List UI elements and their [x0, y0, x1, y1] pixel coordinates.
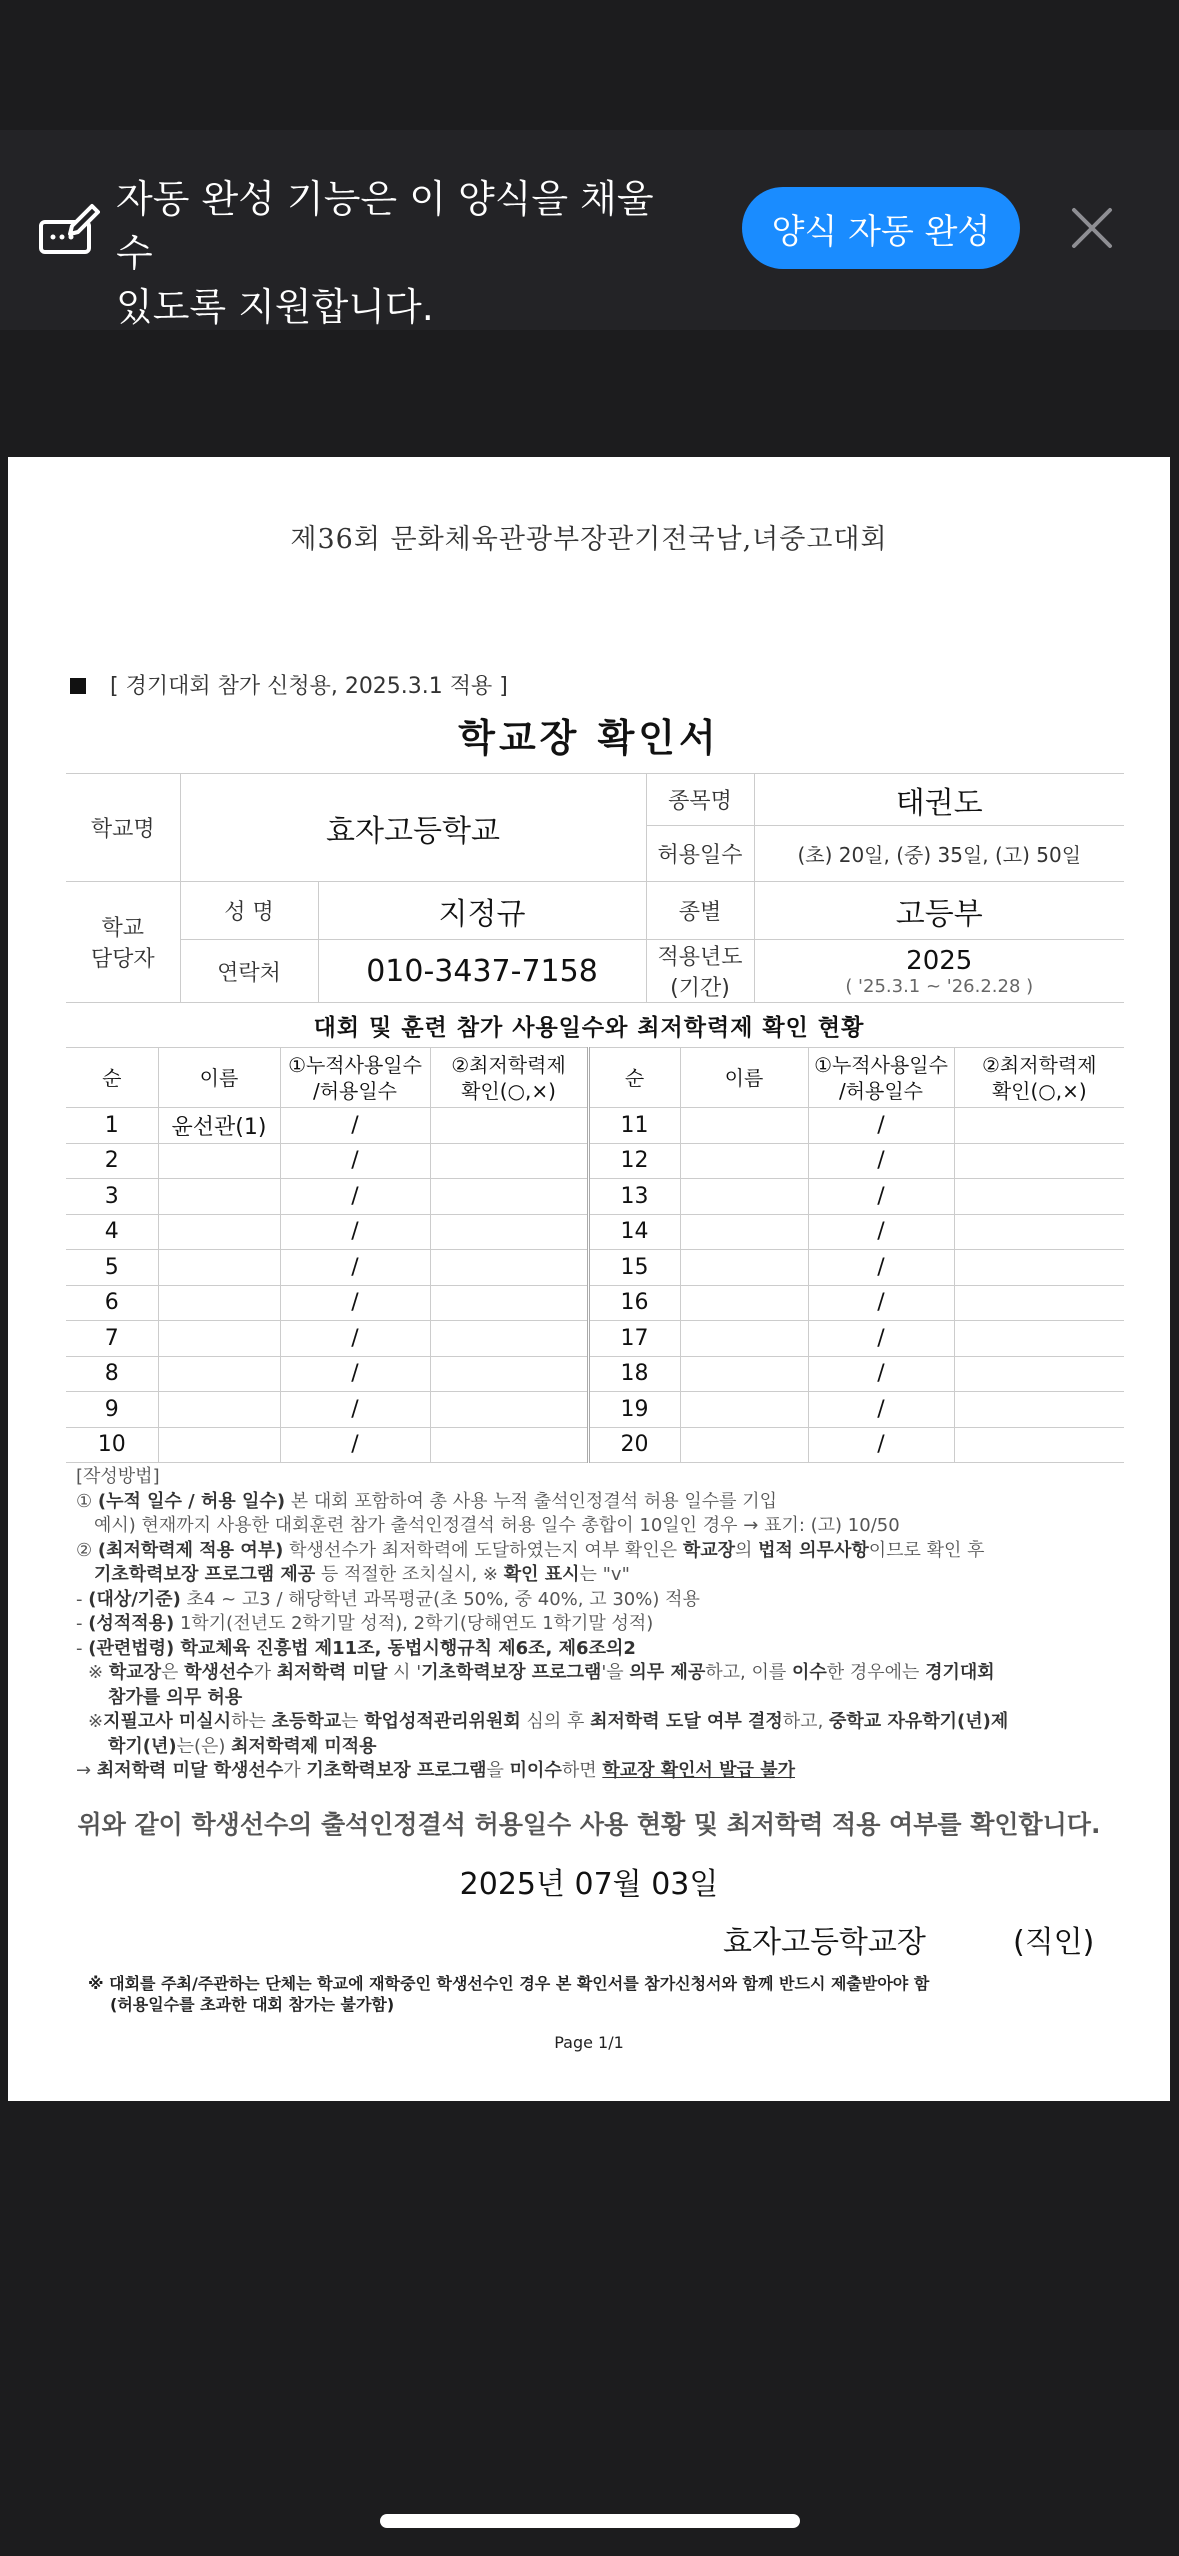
- document-page: [8, 457, 1170, 2101]
- roster-table: [66, 1047, 1124, 1463]
- min-academic-check-field[interactable]: [430, 1285, 588, 1321]
- days-used-field[interactable]: /: [280, 1356, 430, 1392]
- min-academic-check-field[interactable]: [430, 1214, 588, 1250]
- days-used-field[interactable]: /: [808, 1392, 954, 1428]
- row-number: 16: [588, 1285, 680, 1321]
- table-row: [66, 1108, 1124, 1144]
- instruction-line: ② (최저학력제 적용 여부) 학생선수가 최저학력에 도달하였는지 여부 확인은 학교장의 법적 의무사항이므로 확인 후: [76, 1539, 985, 1561]
- row-number: 7: [66, 1321, 158, 1357]
- min-academic-check-field[interactable]: [430, 1250, 588, 1286]
- instruction-line: ※지필고사 미실시하는 초등학교는 학업성적관리위원회 심의 후 최저학력 도달 여부 결정하고, 중학교 자유학기(년)제: [88, 1711, 1009, 1732]
- table-row: [66, 1285, 1124, 1321]
- col-no-right: 순: [588, 1048, 680, 1108]
- row-number: 20: [588, 1427, 680, 1463]
- min-academic-check-field[interactable]: [430, 1143, 588, 1179]
- col-min-right: [954, 1048, 1124, 1108]
- school-label: 학교명: [66, 774, 180, 882]
- instructions: [76, 1465, 1136, 1784]
- application-note-text: [ 경기대회 참가 신청용, 2025.3.1 적용 ]: [110, 674, 508, 699]
- row-number: 13: [588, 1179, 680, 1215]
- col-name: 이름: [158, 1048, 280, 1108]
- category-label: 종별: [646, 882, 754, 940]
- close-icon[interactable]: [1064, 200, 1120, 256]
- athlete-name-field[interactable]: [680, 1143, 808, 1179]
- row-number: 18: [588, 1356, 680, 1392]
- roster-body: [66, 1108, 1124, 1463]
- col-no: 순: [66, 1048, 158, 1108]
- days-used-field[interactable]: /: [808, 1427, 954, 1463]
- athlete-name-field[interactable]: [158, 1250, 280, 1286]
- table-row: [66, 1179, 1124, 1215]
- application-note: [70, 669, 508, 700]
- square-bullet-icon: [70, 678, 86, 694]
- autofill-form-button[interactable]: 양식 자동 완성: [742, 187, 1020, 269]
- row-number: 1: [66, 1108, 158, 1144]
- page-indicator: Page 1/1: [554, 2033, 624, 2052]
- col-days: [280, 1048, 430, 1108]
- row-number: 2: [66, 1143, 158, 1179]
- table-row: [66, 1392, 1124, 1428]
- col-min-right-line1: ②최저학력제: [981, 1052, 1097, 1077]
- min-academic-check-field[interactable]: [954, 1427, 1124, 1463]
- athlete-name-field[interactable]: [158, 1321, 280, 1357]
- col-days-line2: /허용일수: [312, 1078, 398, 1103]
- athlete-name-field[interactable]: [680, 1427, 808, 1463]
- table-row: [66, 1250, 1124, 1286]
- athlete-name-field[interactable]: [158, 1143, 280, 1179]
- min-academic-check-field[interactable]: [954, 1285, 1124, 1321]
- instruction-line: 기초학력보장 프로그램 제공 등 적절한 조치실시, ※ 확인 표시는 "v": [94, 1564, 630, 1585]
- min-academic-check-field[interactable]: [954, 1214, 1124, 1250]
- days-used-field[interactable]: /: [280, 1214, 430, 1250]
- year-label: [646, 940, 754, 1003]
- row-number: 10: [66, 1427, 158, 1463]
- athlete-name-field[interactable]: [158, 1179, 280, 1215]
- days-used-field[interactable]: /: [808, 1356, 954, 1392]
- instruction-line: 예시) 현재까지 사용한 대회훈련 참가 출석인정결석 허용 일수 총합이 10일인 경우 → 표기: (고) 10/50: [94, 1515, 900, 1536]
- athlete-name-field[interactable]: [680, 1108, 808, 1144]
- min-academic-check-field[interactable]: [954, 1143, 1124, 1179]
- athlete-name-field[interactable]: [158, 1392, 280, 1428]
- athlete-name-field[interactable]: [158, 1427, 280, 1463]
- min-academic-check-field[interactable]: [954, 1392, 1124, 1428]
- min-academic-check-field[interactable]: [430, 1321, 588, 1357]
- min-academic-check-field[interactable]: [430, 1179, 588, 1215]
- table-row: [66, 1321, 1124, 1357]
- athlete-name-field[interactable]: [680, 1285, 808, 1321]
- year-field[interactable]: [754, 940, 1124, 1003]
- days-used-field[interactable]: /: [280, 1427, 430, 1463]
- col-min-right-line2: 확인(○,×): [991, 1078, 1087, 1103]
- col-name-right: 이름: [680, 1048, 808, 1108]
- row-number: 15: [588, 1250, 680, 1286]
- contact-label: 연락처: [180, 940, 318, 1003]
- athlete-name-field[interactable]: [680, 1356, 808, 1392]
- form-autofill-icon: [38, 202, 100, 258]
- athlete-name-field[interactable]: [680, 1214, 808, 1250]
- col-days-line1: ①누적사용일수: [288, 1052, 422, 1077]
- year-label-line1: 적용년도: [657, 945, 743, 970]
- instruction-line: - (관련법령) 학교체육 진흥법 제11조, 동법시행규칙 제6조, 제6조의2: [76, 1637, 636, 1659]
- confirmation-text: 위와 같이 학생선수의 출석인정결석 허용일수 사용 현황 및 최저학력 적용 여부를 확인합니다.: [77, 1810, 1101, 1839]
- athlete-name-field[interactable]: [158, 1356, 280, 1392]
- autofill-banner: [0, 130, 1179, 330]
- athlete-name-field[interactable]: 윤선관(1): [158, 1108, 280, 1144]
- school-info-table: [66, 773, 1124, 1003]
- min-academic-check-field[interactable]: [954, 1179, 1124, 1215]
- col-min: [430, 1048, 588, 1108]
- name-label: 성 명: [180, 882, 318, 940]
- instruction-line: - (성적적용) 1학기(전년도 2학기말 성적), 2학기(당해연도 1학기말 성적): [76, 1613, 654, 1634]
- school-field[interactable]: 효자고등학교: [180, 774, 646, 882]
- days-used-field[interactable]: /: [808, 1285, 954, 1321]
- days-used-field[interactable]: /: [280, 1179, 430, 1215]
- row-number: 14: [588, 1214, 680, 1250]
- athlete-name-field[interactable]: [158, 1214, 280, 1250]
- min-academic-check-field[interactable]: [954, 1356, 1124, 1392]
- section-title: 대회 및 훈련 참가 사용일수와 최저학력제 확인 현황: [313, 1015, 865, 1041]
- row-number: 8: [66, 1356, 158, 1392]
- days-used-field[interactable]: /: [280, 1108, 430, 1144]
- instruction-line: 참가를 의무 허용: [108, 1686, 243, 1708]
- athlete-name-field[interactable]: [680, 1321, 808, 1357]
- sport-field[interactable]: 태권도: [754, 774, 1124, 826]
- row-number: 19: [588, 1392, 680, 1428]
- days-used-field[interactable]: /: [808, 1179, 954, 1215]
- home-indicator[interactable]: [380, 2514, 800, 2528]
- row-number: 5: [66, 1250, 158, 1286]
- min-academic-check-field[interactable]: [954, 1321, 1124, 1357]
- footnote: [88, 1973, 1128, 2015]
- instruction-line: ① (누적 일수 / 허용 일수) 본 대회 포함하여 총 사용 누적 출석인정결석 허용 일수를 기입: [76, 1490, 777, 1512]
- days-used-field[interactable]: /: [280, 1250, 430, 1286]
- days-used-field[interactable]: /: [808, 1321, 954, 1357]
- min-academic-check-field[interactable]: [954, 1108, 1124, 1144]
- year-value: 2025: [906, 945, 973, 976]
- manager-label-line1: 학교: [101, 916, 144, 941]
- document-title: 학교장 확인서: [458, 716, 720, 760]
- min-academic-check-field[interactable]: [954, 1250, 1124, 1286]
- principal-name: 효자고등학교장: [723, 1925, 926, 1960]
- athlete-name-field[interactable]: [680, 1250, 808, 1286]
- row-number: 4: [66, 1214, 158, 1250]
- days-used-field[interactable]: /: [280, 1392, 430, 1428]
- issue-date: 2025년 07월 03일: [459, 1867, 719, 1902]
- min-academic-check-field[interactable]: [430, 1108, 588, 1144]
- autofill-message-line1: 자동 완성 기능은 이 양식을 채울 수: [116, 177, 654, 275]
- row-number: 6: [66, 1285, 158, 1321]
- sport-label: 종목명: [646, 774, 754, 826]
- document-header: 제36회 문화체육관광부장관기전국남,녀중고대회: [290, 524, 888, 555]
- athlete-name-field[interactable]: [680, 1392, 808, 1428]
- year-period: ( '25.3.1 ~ '26.2.28 ): [845, 975, 1034, 997]
- days-used-field[interactable]: /: [280, 1285, 430, 1321]
- days-used-field[interactable]: /: [280, 1143, 430, 1179]
- row-number: 9: [66, 1392, 158, 1428]
- year-label-line2: (기간): [670, 976, 730, 1001]
- category-field[interactable]: 고등부: [754, 882, 1124, 940]
- manager-label-line2: 담당자: [90, 947, 155, 972]
- footnote-line2: (허용일수를 초과한 대회 참가는 불가함): [110, 1995, 395, 2014]
- row-number: 12: [588, 1143, 680, 1179]
- min-academic-check-field[interactable]: [430, 1427, 588, 1463]
- days-used-field[interactable]: /: [808, 1143, 954, 1179]
- instructions-heading: [작성방법]: [76, 1466, 160, 1487]
- col-days-right-line2: /허용일수: [838, 1078, 924, 1103]
- name-field[interactable]: 지정규: [318, 882, 646, 940]
- instruction-line: → 최저학력 미달 학생선수가 기초학력보장 프로그램을 미이수하면 학교장 확인서 발급 불가: [76, 1760, 795, 1781]
- days-used-field[interactable]: /: [808, 1250, 954, 1286]
- manager-label: [66, 882, 180, 1003]
- table-row: [66, 1356, 1124, 1392]
- table-row: [66, 1427, 1124, 1463]
- autofill-message: [116, 172, 696, 334]
- days-used-field[interactable]: /: [808, 1214, 954, 1250]
- row-number: 17: [588, 1321, 680, 1357]
- col-days-right: [808, 1048, 954, 1108]
- allowed-days-label: 허용일수: [646, 826, 754, 882]
- table-row: [66, 1214, 1124, 1250]
- instruction-line: ※ 학교장은 학생선수가 최저학력 미달 시 '기초학력보장 프로그램'을 의무 제공하고, 이를 이수한 경우에는 경기대회: [88, 1662, 995, 1683]
- instruction-line: - (대상/기준) 초4 ~ 고3 / 해당학년 과목평균(초 50%, 중 40%, 고 30%) 적용: [76, 1588, 700, 1610]
- row-number: 3: [66, 1179, 158, 1215]
- days-used-field[interactable]: /: [280, 1321, 430, 1357]
- athlete-name-field[interactable]: [158, 1285, 280, 1321]
- instruction-line: 학기(년)는(은) 최저학력제 미적용: [108, 1735, 377, 1757]
- days-used-field[interactable]: /: [808, 1108, 954, 1144]
- footnote-line1: ※ 대회를 주최/주관하는 단체는 학교에 재학중인 학생선수인 경우 본 확인서를 참가신청서와 함께 반드시 제출받아야 함: [88, 1974, 930, 1993]
- allowed-days-value: (초) 20일, (중) 35일, (고) 50일: [754, 826, 1124, 882]
- col-min-line2: 확인(○,×): [461, 1078, 556, 1103]
- contact-field[interactable]: 010-3437-7158: [318, 940, 646, 1003]
- table-row: [66, 1143, 1124, 1179]
- official-seal: (직인): [1013, 1925, 1095, 1960]
- row-number: 11: [588, 1108, 680, 1144]
- athlete-name-field[interactable]: [680, 1179, 808, 1215]
- autofill-message-line2: 있도록 지원합니다.: [116, 285, 434, 329]
- min-academic-check-field[interactable]: [430, 1392, 588, 1428]
- col-min-line1: ②최저학력제: [451, 1052, 566, 1077]
- col-days-right-line1: ①누적사용일수: [814, 1052, 948, 1077]
- min-academic-check-field[interactable]: [430, 1356, 588, 1392]
